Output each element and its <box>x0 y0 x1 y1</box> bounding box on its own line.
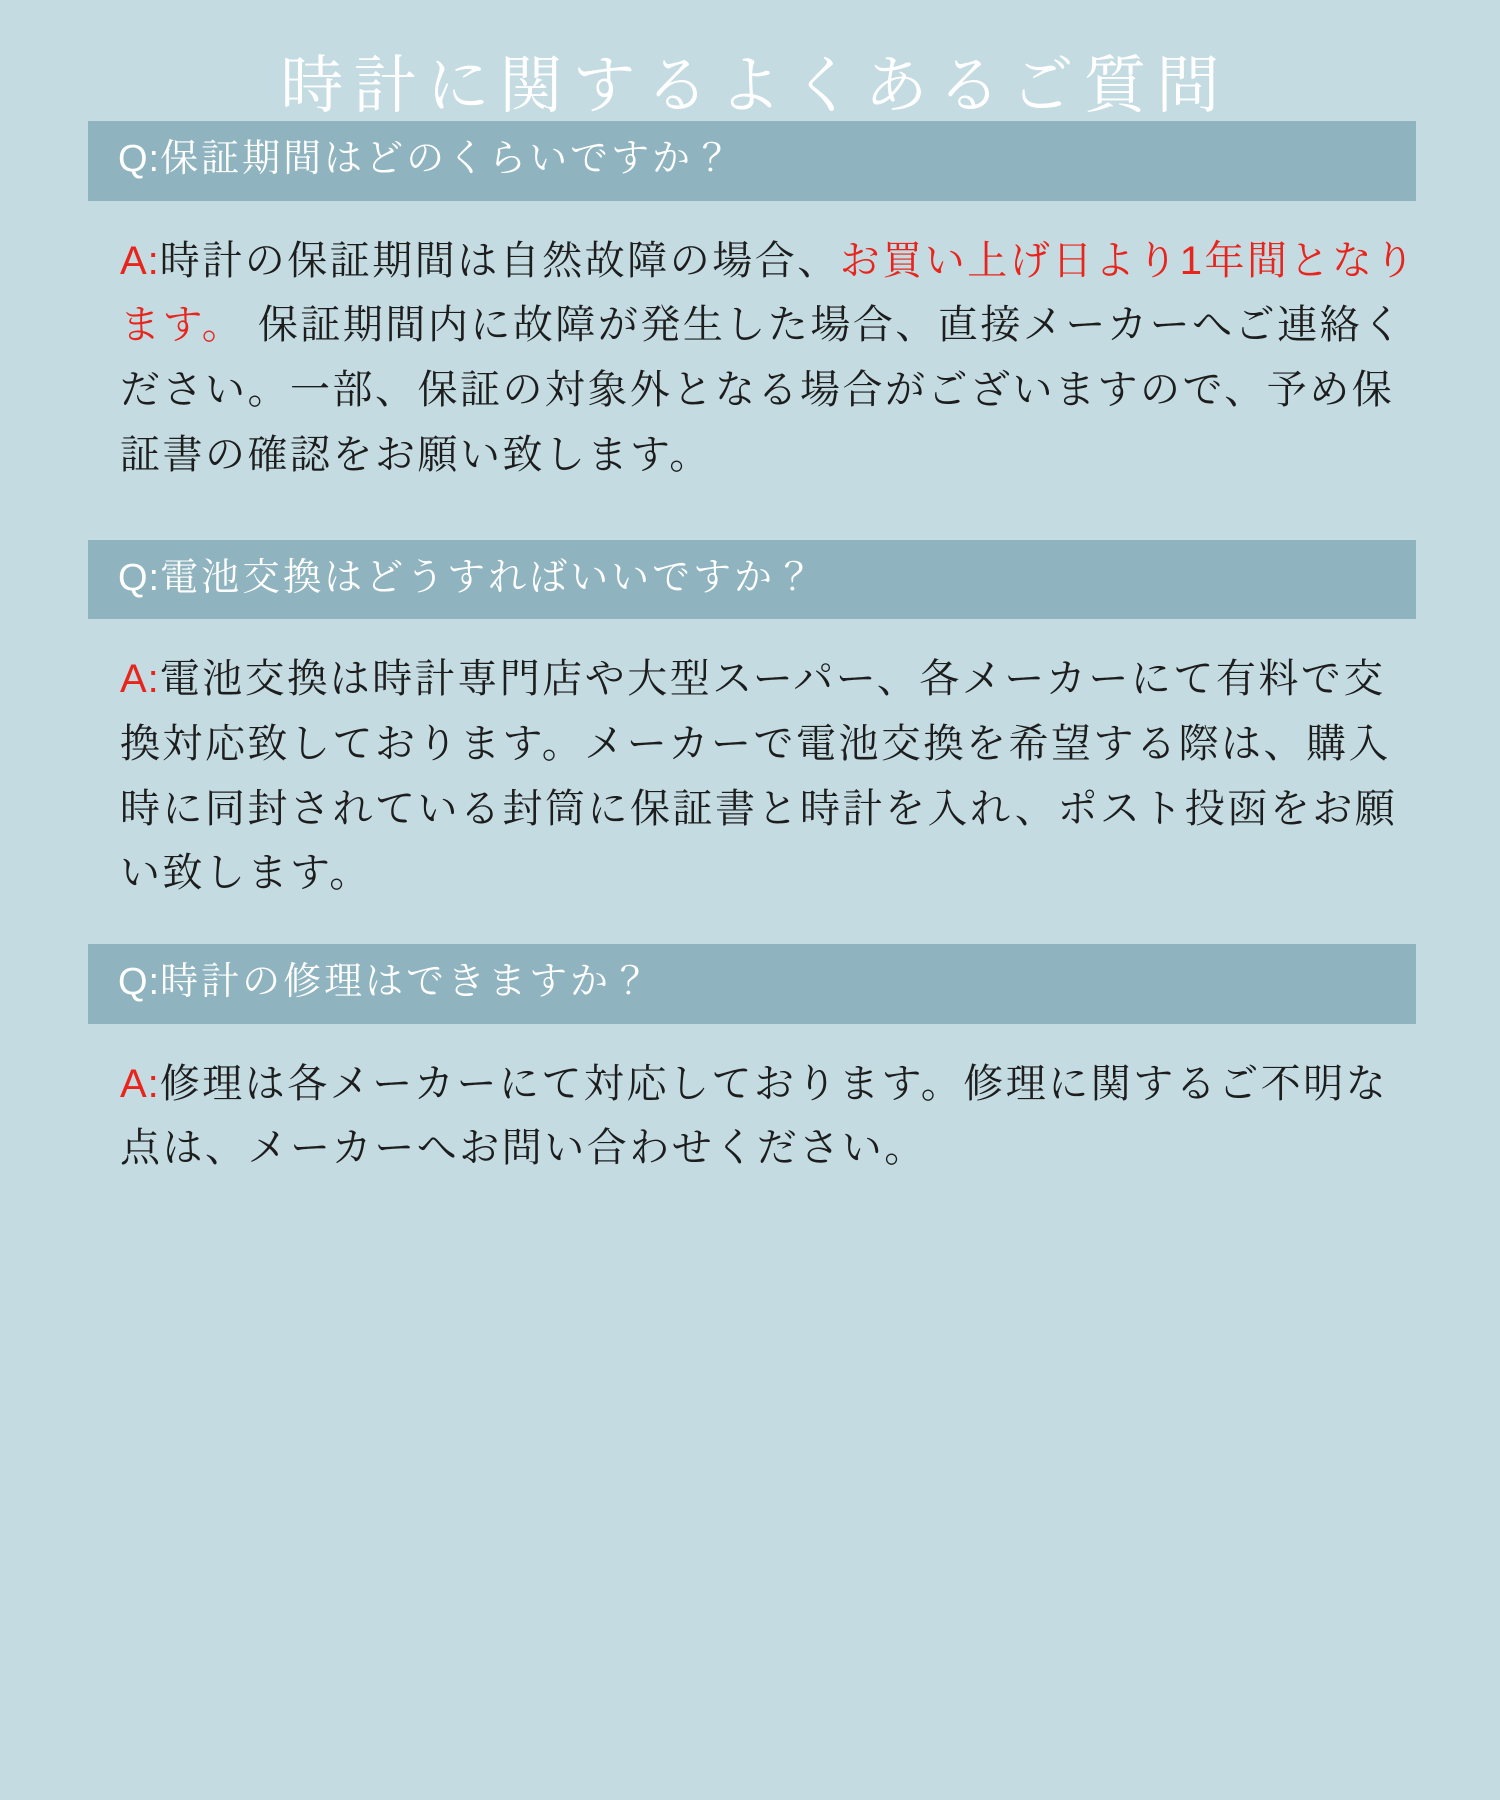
faq-list <box>0 121 1500 1211</box>
answer-segment-1-2-highlight: お買い上げ日より1年間となります。 <box>120 238 1418 348</box>
question-bar-2[interactable] <box>88 540 1416 619</box>
answer-segment-1-3: 保証期間内に故障が発生した場合、直接メーカーへご連絡ください。一部、保証の対象外となる場合がございますので、予め保証書の確認をお願い致します。 <box>120 303 1405 477</box>
question-bar-3[interactable] <box>88 944 1416 1023</box>
faq-item-2 <box>0 540 1500 936</box>
faq-item-1 <box>0 121 1500 517</box>
page-title: 時計に関するよくあるご質問 <box>280 51 1230 121</box>
answer-segment-3-1: 修理は各メーカーにて対応しております。修理に関するご不明な点は、メーカーへお問い合わせください。 <box>120 1061 1389 1171</box>
answer-segment-2-1: 電池交換は時計専門店や大型スーパー、各メーカーにて有料で交換対応致しております。メーカーで電池交換を希望する際は、購入時に同封されている封筒に保証書と時計を入れ、ポスト投函をお願い致します。 <box>120 657 1398 896</box>
answer-prefix-2: A: <box>120 657 160 702</box>
question-bar-1[interactable] <box>88 121 1416 200</box>
section-spacer-2 <box>0 936 1500 944</box>
question-prefix-3: Q: <box>118 961 161 1004</box>
section-spacer-1 <box>0 518 1500 540</box>
answer-segment-1-1: 時計の保証期間は自然故障の場合、 <box>159 238 840 283</box>
question-text-1: 保証期間はどのくらいですか？ <box>160 138 735 181</box>
answer-prefix-3: A: <box>120 1061 160 1106</box>
question-prefix-2: Q: <box>118 556 161 599</box>
answer-1 <box>0 201 1500 518</box>
question-text-2: 電池交換はどうすればいいですか？ <box>160 556 817 599</box>
answer-2 <box>0 619 1500 936</box>
question-text-3: 時計の修理はできますか？ <box>160 961 653 1004</box>
answer-prefix-1: A: <box>120 238 160 283</box>
answer-3 <box>0 1024 1500 1212</box>
question-prefix-1: Q: <box>118 138 161 181</box>
faq-item-3 <box>0 944 1500 1211</box>
